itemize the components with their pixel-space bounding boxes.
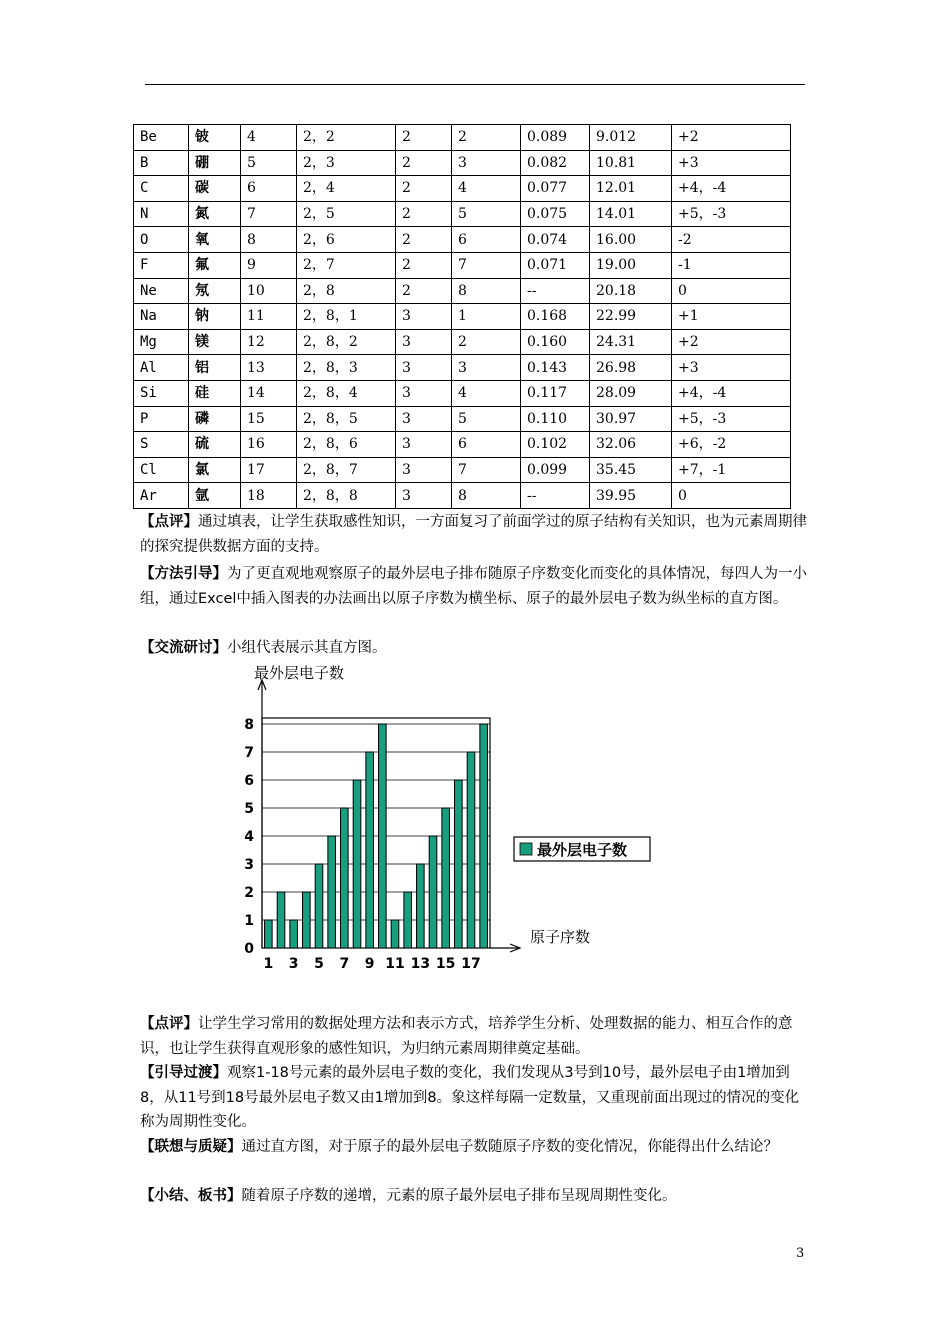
table-cell: 2 (396, 278, 452, 304)
table-cell: 11 (241, 304, 297, 330)
table-cell: 2，8，1 (297, 304, 396, 330)
table-row (134, 150, 791, 176)
table-cell: 35.45 (590, 457, 672, 483)
table-cell: F (134, 252, 189, 278)
table-cell: P (134, 406, 189, 432)
x-tick-label: 11 (385, 956, 405, 972)
y-tick-label: 5 (244, 801, 254, 817)
table-cell: -- (521, 483, 590, 509)
table-cell: 5 (241, 150, 297, 176)
x-tick-label: 7 (339, 956, 350, 972)
table-cell: 3 (396, 457, 452, 483)
table-cell: 2，8，3 (297, 355, 396, 381)
table-cell: 6 (452, 432, 521, 458)
bar (467, 752, 475, 948)
table-cell: 0.075 (521, 201, 590, 227)
table-cell: 19.00 (590, 252, 672, 278)
x-tick-label: 9 (364, 956, 375, 972)
table-cell: 2，2 (297, 125, 396, 151)
table-cell: 3 (452, 150, 521, 176)
table-cell: 氟 (189, 252, 241, 278)
x-tick-label: 15 (435, 956, 456, 972)
transition-paragraph (140, 1061, 810, 1135)
table-cell: 2 (396, 176, 452, 202)
table-cell: +2 (672, 125, 791, 151)
x-tick-label: 13 (410, 956, 431, 972)
table-cell: 3 (396, 355, 452, 381)
table-cell: 8 (452, 278, 521, 304)
table-cell: 12.01 (590, 176, 672, 202)
table-cell: 碳 (189, 176, 241, 202)
x-tick-label: 1 (263, 956, 274, 972)
y-tick-label: 2 (244, 885, 254, 901)
table-cell: 2 (396, 150, 452, 176)
table-cell: +7，-1 (672, 457, 791, 483)
page-number: 3 (796, 1246, 805, 1261)
transition-text: 观察1-18号元素的最外层电子数的变化，我们发现从3号到10号，最外层电子由1增加到8，从11号到18号最外层电子数又由1增加到8。象这样每隔一定数量，又重现前面出现过的情况的变化称为周期性变化。 (140, 1065, 800, 1130)
table-cell: 14.01 (590, 201, 672, 227)
bar (366, 752, 374, 948)
table-cell: 28.09 (590, 380, 672, 406)
table-cell: 2，8，6 (297, 432, 396, 458)
table-cell: 10 (241, 278, 297, 304)
table-row (134, 380, 791, 406)
table-row (134, 125, 791, 151)
table-row (134, 176, 791, 202)
table-cell: -2 (672, 227, 791, 253)
table-cell: 0.074 (521, 227, 590, 253)
table-cell: 2，4 (297, 176, 396, 202)
table-cell: 2，3 (297, 150, 396, 176)
table-cell: Al (134, 355, 189, 381)
table-row (134, 406, 791, 432)
question-tag: 【联想与质疑】 (140, 1139, 242, 1155)
y-axis-label: 最外层电子数 (254, 664, 345, 682)
table-cell: 氧 (189, 227, 241, 253)
table-cell: +2 (672, 329, 791, 355)
y-tick-label: 1 (244, 913, 254, 929)
table-cell: 2 (396, 227, 452, 253)
bar (290, 920, 298, 948)
table-cell: 2 (396, 125, 452, 151)
table-cell: S (134, 432, 189, 458)
table-cell: 5 (452, 201, 521, 227)
table-cell: 0.077 (521, 176, 590, 202)
bar (404, 892, 412, 948)
method-guide-tag: 【方法引导】 (140, 566, 227, 582)
y-tick-label: 6 (244, 773, 254, 789)
table-cell: 镁 (189, 329, 241, 355)
table-cell: 39.95 (590, 483, 672, 509)
bar (455, 780, 463, 948)
bar (480, 724, 488, 948)
table-cell: 0.117 (521, 380, 590, 406)
table-cell: 2 (396, 201, 452, 227)
table-cell: 30.97 (590, 406, 672, 432)
element-table (133, 124, 791, 509)
table-cell: 22.99 (590, 304, 672, 330)
table-cell: 0.102 (521, 432, 590, 458)
table-cell: 3 (396, 432, 452, 458)
x-tick-label: 5 (314, 956, 324, 972)
x-tick-label: 3 (288, 956, 299, 972)
legend-swatch (520, 843, 532, 855)
table-cell: 7 (452, 252, 521, 278)
table-cell: +4，-4 (672, 176, 791, 202)
table-cell: 12 (241, 329, 297, 355)
table-cell: +1 (672, 304, 791, 330)
bar (328, 836, 336, 948)
table-cell: 铝 (189, 355, 241, 381)
table-cell: 2，8，7 (297, 457, 396, 483)
table-cell: +3 (672, 150, 791, 176)
table-cell: 0 (672, 278, 791, 304)
table-cell: Ne (134, 278, 189, 304)
table-cell: 0.071 (521, 252, 590, 278)
table-cell: 17 (241, 457, 297, 483)
method-guide-text: 为了更直观地观察原子的最外层电子排布随原子序数变化而变化的具体情况，每四人为一小组，通过Excel中插入图表的办法画出以原子序数为横坐标、原子的最外层电子数为纵坐标的直方图。 (140, 566, 807, 607)
table-cell: 氩 (189, 483, 241, 509)
comment-tag: 【点评】 (140, 1016, 198, 1032)
table-cell: 14 (241, 380, 297, 406)
table-cell: 24.31 (590, 329, 672, 355)
table-cell: Si (134, 380, 189, 406)
table-cell: +5，-3 (672, 201, 791, 227)
bar (379, 724, 387, 948)
table-row (134, 278, 791, 304)
table-cell: 1 (452, 304, 521, 330)
table-cell: 4 (241, 125, 297, 151)
comment-text: 通过填表，让学生获取感性知识，一方面复习了前面学过的原子结构有关知识，也为元素周期律的探究提供数据方面的支持。 (140, 514, 807, 555)
table-cell: 10.81 (590, 150, 672, 176)
table-cell: 20.18 (590, 278, 672, 304)
table-cell: 18 (241, 483, 297, 509)
table-cell: 9 (241, 252, 297, 278)
table-cell: 铍 (189, 125, 241, 151)
summary-tag: 【小结、板书】 (140, 1188, 242, 1204)
table-cell: 0.168 (521, 304, 590, 330)
table-cell: 氖 (189, 278, 241, 304)
table-cell: 2，8，8 (297, 483, 396, 509)
table-row (134, 252, 791, 278)
table-cell: +5，-3 (672, 406, 791, 432)
table-cell: B (134, 150, 189, 176)
table-cell: 0.082 (521, 150, 590, 176)
table-cell: 9.012 (590, 125, 672, 151)
table-cell: 8 (452, 483, 521, 509)
bar (303, 892, 311, 948)
table-row (134, 432, 791, 458)
bar (315, 864, 323, 948)
y-tick-label: 7 (244, 745, 254, 761)
electron-histogram-chart (240, 656, 660, 976)
table-cell: +4，-4 (672, 380, 791, 406)
table-cell: 2 (452, 329, 521, 355)
table-cell: 0.110 (521, 406, 590, 432)
table-cell: 2，8 (297, 278, 396, 304)
comment-paragraph-2 (140, 1012, 810, 1061)
table-cell: 6 (241, 176, 297, 202)
transition-tag: 【引导过渡】 (140, 1065, 227, 1081)
table-cell: Na (134, 304, 189, 330)
table-cell: 16 (241, 432, 297, 458)
x-axis-label: 原子序数 (530, 928, 591, 946)
table-cell: 0.089 (521, 125, 590, 151)
table-cell: 7 (452, 457, 521, 483)
table-cell: O (134, 227, 189, 253)
table-cell: 磷 (189, 406, 241, 432)
y-tick-label: 8 (244, 717, 254, 733)
y-tick-label: 0 (244, 941, 254, 957)
comment-paragraph-1 (140, 510, 810, 559)
table-cell: 3 (396, 380, 452, 406)
table-cell: 6 (452, 227, 521, 253)
bar (341, 808, 349, 948)
method-guide-paragraph (140, 562, 810, 611)
table-cell: 4 (452, 176, 521, 202)
question-paragraph (140, 1135, 810, 1160)
summary-text: 随着原子序数的递增，元素的原子最外层电子排布呈现周期性变化。 (241, 1188, 677, 1204)
table-cell: 3 (396, 406, 452, 432)
table-cell: N (134, 201, 189, 227)
table-cell: 26.98 (590, 355, 672, 381)
table-cell: 0.099 (521, 457, 590, 483)
comment-tag: 【点评】 (140, 514, 198, 530)
table-cell: 硼 (189, 150, 241, 176)
question-text: 通过直方图，对于原子的最外层电子数随原子序数的变化情况，你能得出什么结论？ (241, 1139, 778, 1155)
table-cell: C (134, 176, 189, 202)
table-cell: 2，8，4 (297, 380, 396, 406)
table-cell: 2，5 (297, 201, 396, 227)
table-cell: 3 (396, 304, 452, 330)
table-row (134, 329, 791, 355)
table-cell: Be (134, 125, 189, 151)
table-cell: 2，8，2 (297, 329, 396, 355)
table-row (134, 227, 791, 253)
x-tick-label: 17 (461, 956, 481, 972)
table-cell: 32.06 (590, 432, 672, 458)
table-cell: 2 (396, 252, 452, 278)
table-cell: 氯 (189, 457, 241, 483)
bar (429, 836, 437, 948)
table-cell: 氮 (189, 201, 241, 227)
table-row (134, 201, 791, 227)
legend (514, 837, 650, 861)
table-cell: 15 (241, 406, 297, 432)
discussion-text: 小组代表展示其直方图。 (227, 640, 387, 656)
table-cell: 2，8，5 (297, 406, 396, 432)
table-cell: 2 (452, 125, 521, 151)
legend-label: 最外层电子数 (537, 841, 628, 859)
table-row (134, 355, 791, 381)
table-cell: 钠 (189, 304, 241, 330)
table-cell: 7 (241, 201, 297, 227)
table-cell: +3 (672, 355, 791, 381)
discussion-tag: 【交流研讨】 (140, 640, 227, 656)
table-cell: Cl (134, 457, 189, 483)
table-cell: Ar (134, 483, 189, 509)
table-cell: 0.160 (521, 329, 590, 355)
table-cell: 0 (672, 483, 791, 509)
table-cell: 2，6 (297, 227, 396, 253)
y-tick-label: 4 (244, 829, 254, 845)
table-cell: Mg (134, 329, 189, 355)
table-cell: 2，7 (297, 252, 396, 278)
table-cell: 13 (241, 355, 297, 381)
table-cell: 4 (452, 380, 521, 406)
table-row (134, 483, 791, 509)
table-cell: 0.143 (521, 355, 590, 381)
bar (417, 864, 425, 948)
bar (277, 892, 285, 948)
bar (442, 808, 450, 948)
table-cell: +6，-2 (672, 432, 791, 458)
table-row (134, 457, 791, 483)
table-cell: 3 (452, 355, 521, 381)
comment-text: 让学生学习常用的数据处理方法和表示方式，培养学生分析、处理数据的能力、相互合作的意识，也让学生获得直观形象的感性知识，为归纳元素周期律奠定基础。 (140, 1016, 793, 1057)
header-rule (145, 84, 805, 85)
table-cell: 硫 (189, 432, 241, 458)
bar (353, 780, 361, 948)
summary-paragraph (140, 1184, 810, 1209)
table-cell: 3 (396, 483, 452, 509)
table-cell: -- (521, 278, 590, 304)
table-cell: 16.00 (590, 227, 672, 253)
table-row (134, 304, 791, 330)
table-cell: 硅 (189, 380, 241, 406)
table-cell: -1 (672, 252, 791, 278)
table-cell: 8 (241, 227, 297, 253)
table-cell: 3 (396, 329, 452, 355)
bar (265, 920, 273, 948)
y-tick-label: 3 (244, 857, 254, 873)
bar (391, 920, 399, 948)
table-cell: 5 (452, 406, 521, 432)
